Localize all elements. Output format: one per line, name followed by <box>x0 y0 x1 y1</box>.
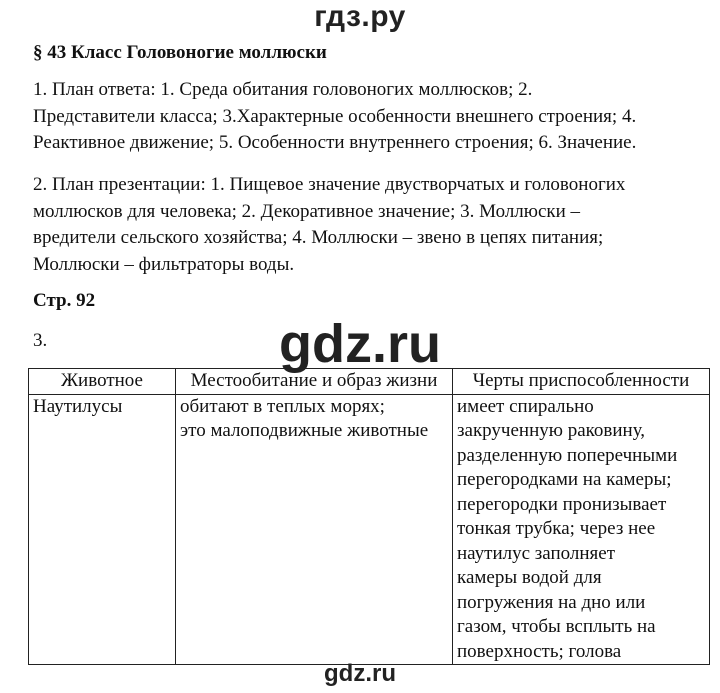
presentation-plan-paragraph <box>33 172 693 278</box>
cell-line: имеет спирально <box>457 395 594 417</box>
cell-line: перегородками на камеры; <box>457 469 672 490</box>
cell-line: камеры водой для <box>457 567 602 588</box>
watermark-bottom: gdz.ru <box>324 660 396 687</box>
paragraph-line: Представители класса; 3.Характерные особенности внешнего строения; 4. <box>33 105 637 127</box>
cell-line: перегородки пронизывает <box>457 493 667 515</box>
paragraph-line: Моллюски – фильтраторы воды. <box>33 253 295 275</box>
table-header-row <box>29 369 710 395</box>
cell-line: обитают в теплых морях; <box>180 395 385 417</box>
table-row <box>29 394 710 665</box>
cell-habitat <box>176 394 453 665</box>
column-header-animal: Животное <box>29 369 176 395</box>
cell-line: погружения на дно или <box>457 591 646 613</box>
paragraph-line: Реактивное движение; 5. Особенности внутреннего строения; 6. Значение. <box>33 132 637 153</box>
answer-table <box>28 368 710 665</box>
watermark-middle: gdz.ru <box>279 314 441 374</box>
cell-line: газом, чтобы всплыть на <box>457 616 656 637</box>
section-heading: § 43 Класс Головоногие моллюски <box>33 42 327 63</box>
cell-line: наутилус заполняет <box>457 542 616 564</box>
page-reference: Стр. 92 <box>33 290 96 311</box>
paragraph-line: 1. План ответа: 1. Среда обитания головоногих моллюсков; 2. <box>33 79 533 100</box>
column-header-adaptations: Черты приспособленности <box>453 369 710 395</box>
cell-line: тонкая трубка; через нее <box>457 518 656 539</box>
paragraph-line: 2. План презентации: 1. Пищевое значение двустворчатых и головоногих <box>33 174 626 195</box>
cell-line: разделенную поперечными <box>457 444 678 466</box>
cell-line: закрученную раковину, <box>457 420 646 441</box>
watermark-top: гдз.ру <box>314 0 406 33</box>
cell-line: поверхность; голова <box>457 640 622 662</box>
cell-animal: Наутилусы <box>29 394 176 665</box>
cell-adaptations <box>453 394 710 665</box>
paragraph-line: моллюсков для человека; 2. Декоративное значение; 3. Моллюски – <box>33 200 581 222</box>
answer-plan-paragraph <box>33 77 693 157</box>
item-number: 3. <box>33 330 48 351</box>
column-header-habitat: Местообитание и образ жизни <box>176 369 453 395</box>
paragraph-line: вредители сельского хозяйства; 4. Моллюски – звено в цепях питания; <box>33 227 604 248</box>
cell-line: это малоподвижные животные <box>180 420 429 441</box>
